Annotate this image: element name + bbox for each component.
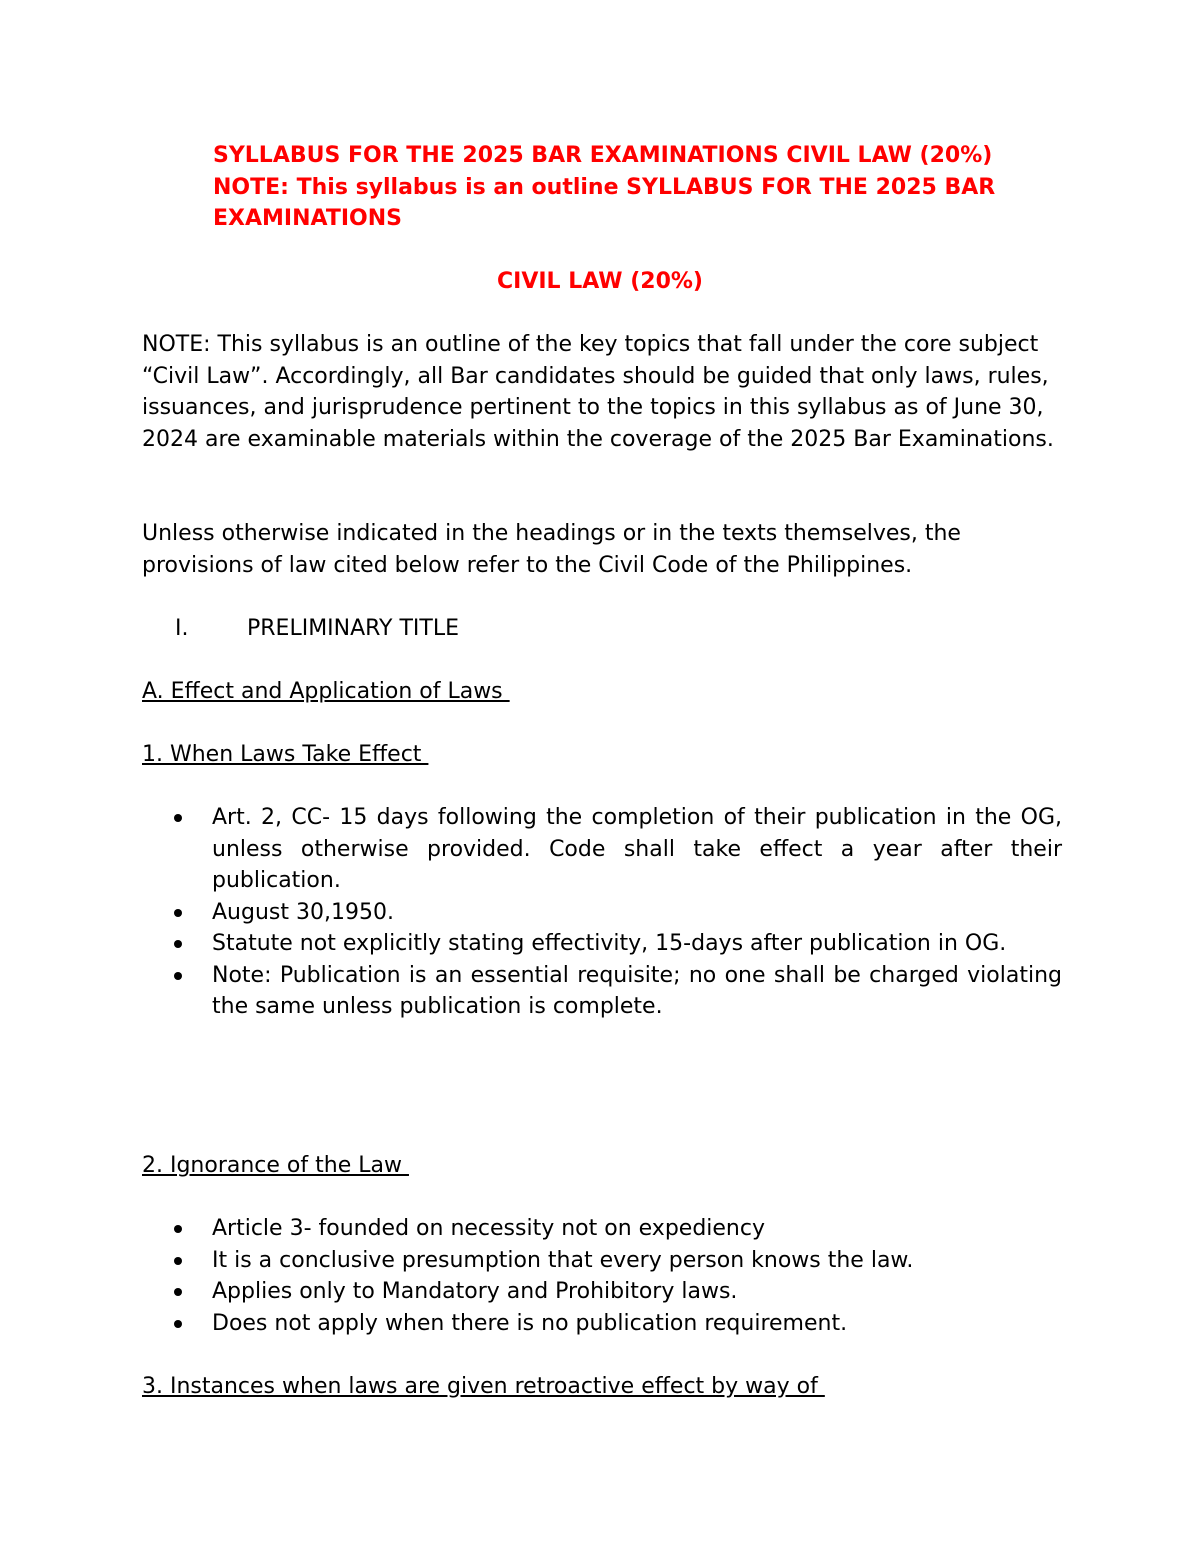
list-item: Note: Publication is an essential requisite; no one shall be charged violating the same unless publication is complete. bbox=[142, 960, 1062, 1023]
topic-1-heading: 1. When Laws Take Effect bbox=[142, 742, 429, 767]
topic-2-heading: 2. Ignorance of the Law bbox=[142, 1153, 409, 1178]
title-label: PRELIMINARY TITLE bbox=[247, 616, 460, 641]
list-item: It is a conclusive presumption that every person knows the law. bbox=[142, 1245, 1062, 1277]
bullet-icon bbox=[174, 1288, 182, 1296]
list-item: Does not apply when there is no publication requirement. bbox=[142, 1308, 1062, 1340]
topic-1-bullet-list bbox=[142, 802, 1062, 1023]
topic-3-heading: 3. Instances when laws are given retroactive effect by way of bbox=[142, 1374, 825, 1399]
bullet-icon bbox=[174, 1225, 182, 1233]
provisions-paragraph: Unless otherwise indicated in the headings or in the texts themselves, the provisions of law cited below refer to the Civil Code of the Philippines. bbox=[142, 521, 961, 578]
bullet-icon bbox=[174, 972, 182, 980]
bullet-icon bbox=[174, 1320, 182, 1328]
syllabus-title-block: SYLLABUS FOR THE 2025 BAR EXAMINATIONS CIVIL LAW (20%) NOTE: This syllabus is an outline SYLLABUS FOR THE 2025 BAR EXAMINATIONS bbox=[213, 143, 996, 231]
list-item: Article 3- founded on necessity not on expediency bbox=[142, 1213, 1062, 1245]
title-numeral: I. bbox=[175, 616, 189, 641]
list-item: Art. 2, CC- 15 days following the completion of their publication in the OG, unless otherwise provided. Code shall take effect a year after their publication. bbox=[142, 802, 1062, 897]
subject-heading: CIVIL LAW (20%) bbox=[497, 269, 703, 294]
list-item: August 30,1950. bbox=[142, 897, 1062, 929]
list-item: Statute not explicitly stating effectivity, 15-days after publication in OG. bbox=[142, 928, 1062, 960]
intro-note-paragraph: NOTE: This syllabus is an outline of the key topics that fall under the core subject “Civil Law”. Accordingly, all Bar candidates should be guided that only laws, rules, issuances, and jurisprudence pertinent to the topics in this syllabus as of June 30, 2024 are examinable materials within the coverage of the 2025 Bar Examinations. bbox=[142, 332, 1054, 452]
bullet-icon bbox=[174, 909, 182, 917]
bullet-icon bbox=[174, 940, 182, 948]
section-a-heading: A. Effect and Application of Laws bbox=[142, 679, 510, 704]
bullet-icon bbox=[174, 814, 182, 822]
list-item: Applies only to Mandatory and Prohibitory laws. bbox=[142, 1276, 1062, 1308]
topic-2-bullet-list bbox=[142, 1213, 1062, 1339]
bullet-icon bbox=[174, 1257, 182, 1265]
